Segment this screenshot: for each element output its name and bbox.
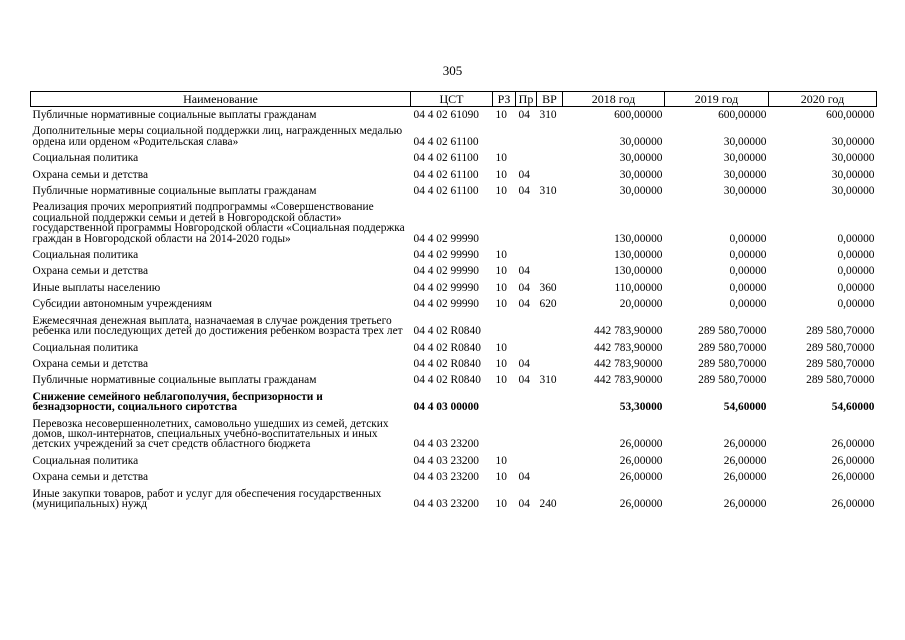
- table-row: [31, 486, 877, 513]
- cell-2019: 26,00000: [723, 454, 767, 467]
- cell-rz: 10: [495, 298, 507, 311]
- cell-2019: 26,00000: [723, 497, 767, 510]
- cell-pr: [516, 453, 537, 469]
- cell-pr: 04: [518, 109, 530, 121]
- cell-name: Охрана семьи и детства: [32, 357, 148, 370]
- cell-name: Субсидии автономным учреждениям: [32, 298, 212, 311]
- cell-pr: [516, 247, 537, 263]
- cell-2020: 289 580,70000: [806, 341, 875, 354]
- cell-rz: [493, 123, 516, 150]
- cell-rz: 10: [495, 374, 507, 387]
- cell-vr: 360: [539, 281, 557, 294]
- cell-pr: [516, 416, 537, 453]
- cell-rz: [493, 313, 516, 340]
- cell-name: Охрана семьи и детства: [32, 168, 148, 181]
- cell-rz: 10: [495, 109, 507, 121]
- cell-vr: 310: [539, 374, 557, 387]
- column-header-2018: 2018 год: [563, 92, 665, 107]
- cell-pr: 04: [518, 471, 530, 484]
- cell-2019: 30,00000: [723, 168, 767, 181]
- cell-rz: 10: [495, 265, 507, 278]
- cell-name: Снижение семейного неблагополучия, беспризорности и безнадзорности, социального сиротства: [32, 390, 323, 414]
- cell-vr: [537, 150, 563, 166]
- cell-2018: 30,00000: [619, 168, 663, 181]
- cell-rz: [493, 389, 516, 416]
- budget-table: [30, 91, 877, 512]
- cell-cst: 04 4 02 61100: [413, 185, 479, 198]
- cell-2018: 130,00000: [614, 249, 663, 262]
- table-row: [31, 247, 877, 263]
- table-row: [31, 150, 877, 166]
- cell-2018: 26,00000: [619, 454, 663, 467]
- cell-2020: 26,00000: [831, 438, 875, 451]
- cell-vr: [537, 313, 563, 340]
- cell-name: Охрана семьи и детства: [32, 265, 148, 278]
- cell-2019: 0,00000: [729, 232, 767, 245]
- cell-2020: 30,00000: [831, 168, 875, 181]
- cell-vr: [537, 389, 563, 416]
- cell-vr: [537, 167, 563, 183]
- cell-2019: 289 580,70000: [698, 374, 767, 387]
- cell-cst: 04 4 02 99990: [413, 249, 479, 262]
- table-row: [31, 313, 877, 340]
- cell-vr: 310: [539, 185, 557, 198]
- cell-name: Иные закупки товаров, работ и услуг для обеспечения государственных (муниципальных) нужд: [32, 487, 382, 510]
- cell-pr: 04: [518, 497, 530, 510]
- cell-2020: 26,00000: [831, 471, 875, 484]
- column-header-pr: Пр: [516, 92, 537, 107]
- cell-2020: 54,60000: [831, 401, 875, 414]
- cell-2019: 26,00000: [723, 471, 767, 484]
- cell-vr: [537, 123, 563, 150]
- cell-pr: 04: [518, 374, 530, 387]
- cell-2018: 30,00000: [619, 185, 663, 198]
- cell-name: Иные выплаты населению: [32, 281, 161, 294]
- cell-cst: 04 4 02 99990: [413, 281, 479, 294]
- cell-cst: 04 4 02 R0840: [413, 374, 481, 387]
- cell-2018: 442 783,90000: [594, 374, 663, 387]
- cell-cst: 04 4 02 99990: [413, 298, 479, 311]
- cell-rz: 10: [495, 497, 507, 510]
- column-header-2020: 2020 год: [769, 92, 877, 107]
- cell-vr: 240: [539, 497, 557, 510]
- cell-2019: 289 580,70000: [698, 357, 767, 370]
- cell-2020: 0,00000: [837, 298, 875, 311]
- table-row: [31, 167, 877, 183]
- cell-2018: 30,00000: [619, 135, 663, 148]
- cell-pr: [516, 313, 537, 340]
- cell-name: Реализация прочих мероприятий подпрограммы «Совершенствование социальной поддержки семьи и детей в Новгородской области» государственной программы Новгородской области «Социальная поддержка граждан в Новгородской области на 2014-2020 годы»: [32, 201, 405, 245]
- cell-2018: 130,00000: [614, 265, 663, 278]
- cell-2018: 442 783,90000: [594, 341, 663, 354]
- cell-pr: [516, 150, 537, 166]
- cell-2019: 26,00000: [723, 438, 767, 451]
- cell-name: Публичные нормативные социальные выплаты гражданам: [32, 109, 317, 121]
- cell-rz: 10: [495, 152, 507, 165]
- cell-cst: 04 4 02 61100: [413, 152, 479, 165]
- cell-2020: 0,00000: [837, 265, 875, 278]
- cell-rz: 10: [495, 185, 507, 198]
- cell-2019: 0,00000: [729, 298, 767, 311]
- table-body: [31, 107, 877, 513]
- cell-2019: 54,60000: [723, 401, 767, 414]
- table-row: [31, 340, 877, 356]
- table-row: [31, 469, 877, 485]
- cell-2019: 0,00000: [729, 281, 767, 294]
- cell-vr: 620: [539, 298, 557, 311]
- table-row: [31, 372, 877, 388]
- table-row: [31, 416, 877, 453]
- cell-2020: 30,00000: [831, 152, 875, 165]
- cell-rz: 10: [495, 281, 507, 294]
- cell-cst: 04 4 02 99990: [413, 232, 479, 245]
- cell-vr: [537, 247, 563, 263]
- cell-name: Социальная политика: [32, 454, 139, 467]
- cell-pr: [516, 123, 537, 150]
- cell-pr: 04: [518, 185, 530, 198]
- cell-2020: 30,00000: [831, 135, 875, 148]
- cell-2018: 442 783,90000: [594, 357, 663, 370]
- cell-2018: 30,00000: [619, 152, 663, 165]
- cell-cst: 04 4 03 00000: [413, 401, 479, 414]
- cell-name: Социальная политика: [32, 249, 139, 262]
- cell-name: Публичные нормативные социальные выплаты гражданам: [32, 374, 317, 387]
- cell-2018: 130,00000: [614, 232, 663, 245]
- cell-vr: [537, 453, 563, 469]
- table-row: [31, 356, 877, 372]
- cell-cst: 04 4 02 R0840: [413, 357, 481, 370]
- cell-2018: 53,30000: [619, 401, 663, 414]
- cell-cst: 04 4 02 61100: [413, 135, 479, 148]
- cell-2018: 442 783,90000: [594, 325, 663, 338]
- cell-name: Социальная политика: [32, 152, 139, 165]
- column-header-cst: ЦСТ: [411, 92, 493, 107]
- cell-2019: 289 580,70000: [698, 325, 767, 338]
- column-header-2019: 2019 год: [665, 92, 769, 107]
- cell-pr: [516, 389, 537, 416]
- cell-cst: 04 4 02 61090: [413, 109, 479, 121]
- cell-2019: 30,00000: [723, 135, 767, 148]
- cell-cst: 04 4 02 R0840: [413, 325, 481, 338]
- cell-rz: 10: [495, 454, 507, 467]
- cell-2020: 289 580,70000: [806, 357, 875, 370]
- cell-2020: 26,00000: [831, 497, 875, 510]
- cell-rz: [493, 416, 516, 453]
- cell-vr: [537, 416, 563, 453]
- cell-2020: 0,00000: [837, 281, 875, 294]
- cell-2019: 30,00000: [723, 152, 767, 165]
- table-row: [31, 296, 877, 312]
- cell-name: Охрана семьи и детства: [32, 471, 148, 484]
- cell-cst: 04 4 03 23200: [413, 497, 479, 510]
- cell-pr: 04: [518, 298, 530, 311]
- cell-2018: 600,00000: [614, 109, 663, 121]
- cell-2019: 0,00000: [729, 265, 767, 278]
- table-row: [31, 199, 877, 247]
- cell-name: Ежемесячная денежная выплата, назначаемая в случае рождения третьего ребенка или последующих детей до достижения ребенком возраста трех лет: [32, 314, 403, 338]
- cell-2020: 30,00000: [831, 185, 875, 198]
- cell-2020: 289 580,70000: [806, 325, 875, 338]
- cell-vr: [537, 469, 563, 485]
- cell-name: Перевозка несовершеннолетних, самовольно ушедших из семей, детских домов, школ-интернатов, специальных учебно-воспитательных и иных детских учреждений за счет средств областного бюджета: [32, 417, 389, 451]
- page-number: 305: [442, 63, 463, 78]
- cell-2018: 26,00000: [619, 471, 663, 484]
- table-row: [31, 107, 877, 124]
- cell-pr: [516, 199, 537, 247]
- column-header-vr: ВР: [537, 92, 563, 107]
- cell-rz: 10: [495, 168, 507, 181]
- cell-vr: [537, 263, 563, 279]
- cell-2019: 0,00000: [729, 249, 767, 262]
- cell-cst: 04 4 03 23200: [413, 471, 479, 484]
- cell-2018: 26,00000: [619, 497, 663, 510]
- cell-vr: [537, 356, 563, 372]
- cell-2020: 289 580,70000: [806, 374, 875, 387]
- cell-2019: 30,00000: [723, 185, 767, 198]
- cell-2019: 289 580,70000: [698, 341, 767, 354]
- cell-cst: 04 4 03 23200: [413, 438, 479, 451]
- cell-cst: 04 4 02 61100: [413, 168, 479, 181]
- table-header-row: [31, 92, 877, 107]
- cell-cst: 04 4 02 99990: [413, 265, 479, 278]
- table-row: [31, 263, 877, 279]
- cell-pr: 04: [518, 357, 530, 370]
- cell-pr: 04: [518, 281, 530, 294]
- cell-rz: [493, 199, 516, 247]
- table-row: [31, 183, 877, 199]
- cell-rz: 10: [495, 357, 507, 370]
- table-row: [31, 123, 877, 150]
- cell-2020: 26,00000: [831, 454, 875, 467]
- table-row: [31, 453, 877, 469]
- cell-2018: 110,00000: [614, 281, 663, 294]
- cell-pr: 04: [518, 265, 530, 278]
- cell-2018: 26,00000: [619, 438, 663, 451]
- cell-rz: 10: [495, 249, 507, 262]
- cell-2019: 600,00000: [718, 109, 767, 121]
- table-row: [31, 389, 877, 416]
- table-row: [31, 280, 877, 296]
- cell-name: Публичные нормативные социальные выплаты гражданам: [32, 185, 317, 198]
- cell-vr: 310: [539, 109, 557, 121]
- cell-2020: 0,00000: [837, 232, 875, 245]
- cell-vr: [537, 340, 563, 356]
- cell-vr: [537, 199, 563, 247]
- cell-name: Дополнительные меры социальной поддержки лиц, награжденных медалью ордена или орденом «Родительская слава»: [32, 125, 403, 148]
- column-header-rz: РЗ: [493, 92, 516, 107]
- cell-rz: 10: [495, 471, 507, 484]
- cell-pr: 04: [518, 168, 530, 181]
- cell-rz: 10: [495, 341, 507, 354]
- cell-2020: 600,00000: [826, 109, 875, 121]
- cell-cst: 04 4 03 23200: [413, 454, 479, 467]
- cell-2020: 0,00000: [837, 249, 875, 262]
- cell-2018: 20,00000: [619, 298, 663, 311]
- cell-pr: [516, 340, 537, 356]
- column-header-name: Наименование: [31, 92, 411, 107]
- cell-cst: 04 4 02 R0840: [413, 341, 481, 354]
- cell-name: Социальная политика: [32, 341, 139, 354]
